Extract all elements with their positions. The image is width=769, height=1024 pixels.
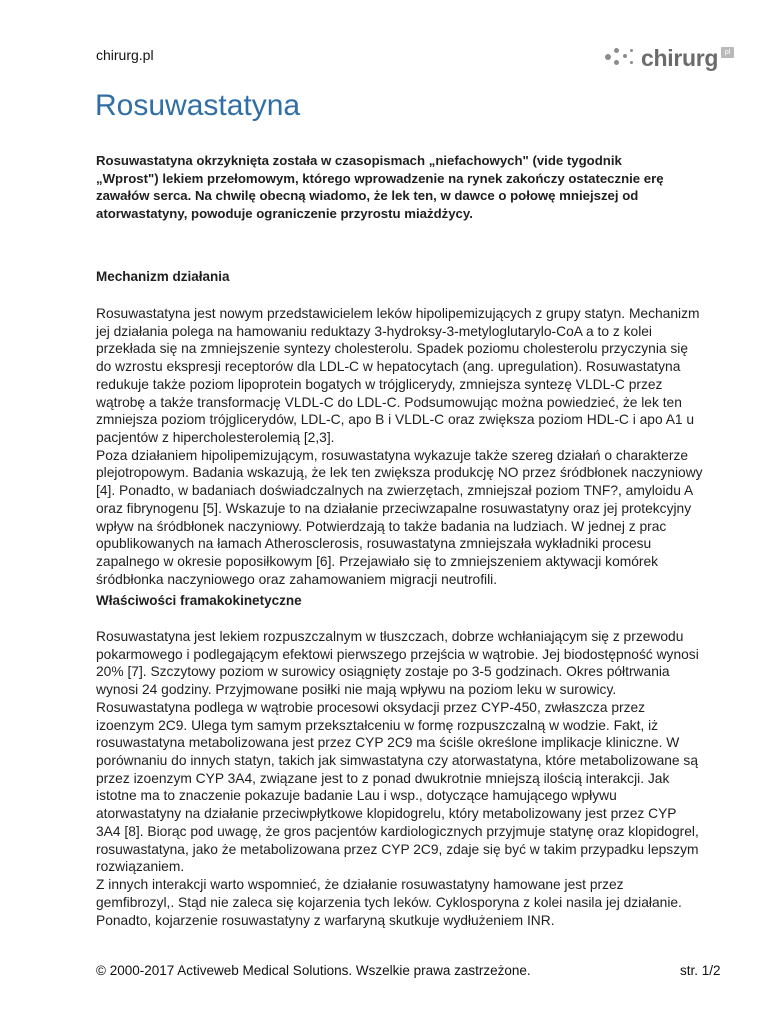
lead-line: atorwastatyny, powoduje ograniczenie przyrostu miażdżycy. — [96, 206, 473, 222]
text-line: Ponadto, kojarzenie rosuwastatyny z warfaryną skutkuje wydłużeniem INR. — [96, 912, 555, 928]
text-line: Z innych interakcji warto wspomnieć, że działanie rosuwastatyny hamowane jest przez — [96, 877, 624, 893]
lead-line: „Wprost") lekiem przełomowym, którego wprowadzenie na rynek zakończy ostatecznie erę — [96, 170, 664, 186]
logo-badge: pl — [721, 47, 734, 58]
chirurg-logo — [603, 44, 734, 72]
text-line: wątrobę a także transformację VLDL-C do LDL-C. Podsumowując można powiedzieć, że lek ten — [96, 394, 682, 410]
text-line: opublikowanych na łamach Atherosclerosis, rosuwastatyna zmniejszała wykładniki procesu — [96, 536, 652, 552]
text-line: pokarmowego i podlegającym efektowi pierwszego przejścia w wątrobie. Jej biodostępność wynosi — [96, 646, 699, 662]
text-line: plejotropowym. Badania wskazują, że lek ten zwiększa produkcję NO przez śródbłonek naczyniowy — [96, 465, 703, 481]
site-url: chirurg.pl — [96, 47, 154, 63]
text-line: Rosuwastatyna jest lekiem rozpuszczalnym w tłuszczach, dobrze wchłaniającym się z przewodu — [96, 629, 684, 644]
text-line: zapalnego w okresie poposiłkowym [6]. Przejawiało się to zmniejszeniem aktywacji komórek — [96, 554, 659, 570]
text-line: oraz fibrynogenu [5]. Wskazuje to na działanie przeciwzapalne rosuwastatyny oraz jej protekcyjny — [96, 500, 692, 516]
text-line: rosuwastatyna, jako że metabolizowana przez CYP 2C9, zdaje się być w takim przypadku lepszym — [96, 841, 699, 857]
logo-dots-icon — [603, 45, 639, 71]
lead-line: zawałów serca. Na chwilę obecną wiadomo, że lek ten, w dawce o połowę mniejszej od — [96, 188, 639, 204]
footer-page-number: str. 1/2 — [680, 963, 721, 978]
lead-paragraph — [96, 152, 721, 223]
text-line: przekłada się na zmniejszenie syntezy cholesterolu. Spadek poziomu cholesterolu przyczynia się — [96, 341, 689, 357]
section-heading-pharmacokinetics: Właściwości framakokinetyczne — [96, 593, 302, 608]
section-body-pharmacokinetics — [96, 628, 726, 929]
text-line: do wzrostu ekspresji receptorów dla LDL-C w hepatocytach (ang. upregulation). Rosuwastatyna — [96, 359, 681, 375]
text-line: Rosuwastatyna jest nowym przedstawicielem leków hipolipemizujących z grupy statyn. Mechanizm — [96, 306, 700, 321]
text-line: atorwastatyny na działanie przeciwpłytkowe klopidogrelu, który metabolizowany jest przez CYP — [96, 806, 677, 822]
text-line: rozwiązaniem. — [96, 859, 185, 875]
text-line: wynosi 24 godziny. Przyjmowane posiłki nie mają wpływu na poziom leku w surowicy. — [96, 682, 617, 698]
text-line: istotne ma to znaczenie pokazuje badanie Lau i wsp., dotyczące hamującego wpływu — [96, 788, 617, 804]
page-title: Rosuwastatyna — [95, 89, 301, 122]
text-line: [4]. Ponadto, w badaniach doświadczalnych na zwierzętach, zmniejszał poziom TNF?, amyloidu A — [96, 483, 694, 499]
section-body-mechanism — [96, 305, 726, 589]
text-line: Rosuwastatyna podlega w wątrobie procesowi oksydacji przez CYP-450, zwłaszcza przez — [96, 699, 646, 715]
text-line: rosuwastatyna metabolizowana jest przez CYP 2C9 ma ściśle określone implikacje kliniczne. W — [96, 735, 680, 751]
text-line: przez izoenzym CYP 3A4, związane jest to z ponad dwukrotnie mniejszą ilością interakcji. Jak — [96, 770, 670, 786]
text-line: pacjentów z hipercholesterolemią [2,3]. — [96, 430, 335, 446]
text-line: 20% [7]. Szczytowy poziom w surowicy osiągnięty zostaje po 3-5 godzinach. Okres półtrwania — [96, 664, 670, 680]
text-line: 3A4 [8]. Biorąc pod uwagę, że gros pacjentów kardiologicznych przyjmuje statynę oraz klopidogrel, — [96, 823, 699, 839]
lead-line: Rosuwastatyna okrzyknięta została w czasopismach „niefachowych" (vide tygodnik — [96, 153, 622, 168]
text-line: śródbłonka naczyniowego oraz zahamowaniem migracji neutrofili. — [96, 571, 498, 587]
text-line: gemfibrozyl,. Stąd nie zaleca się kojarzenia tych leków. Cyklosporyna z kolei nasila jej działanie. — [96, 894, 682, 910]
logo-text: chirurg — [641, 45, 719, 71]
text-line: wpływ na śródbłonek naczyniowy. Potwierdzają to także badania na ludziach. W jednej z prac — [96, 518, 667, 534]
section-heading-mechanism: Mechanizm działania — [96, 269, 230, 284]
text-line: zmniejsza poziom trójglicerydów, LDL-C, apo B i VLDL-C oraz zwiększa poziom HDL-C i apo A1 u — [96, 412, 695, 428]
footer-copyright: © 2000-2017 Activeweb Medical Solutions. Wszelkie prawa zastrzeżone. — [96, 963, 531, 978]
text-line: jej działania polega na hamowaniu reduktazy 3-hydroksy-3-metyloglutarylo-CoA a to z kolei — [96, 323, 652, 339]
text-line: redukuje także poziom lipoprotein bogatych w trójglicerydy, zmniejsza syntezę VLDL-C przez — [96, 376, 663, 392]
text-line: izoenzym 2C9. Ulega tym samym przekształceniu w formę rozpuszczalną w wodzie. Fakt, iż — [96, 717, 659, 733]
text-line: porównaniu do innych statyn, takich jak simwastatyna czy atorwastatyna, które metabolizowane są — [96, 753, 698, 769]
text-line: Poza działaniem hipolipemizującym, rosuwastatyna wykazuje także szereg działań o charakterze — [96, 447, 689, 463]
